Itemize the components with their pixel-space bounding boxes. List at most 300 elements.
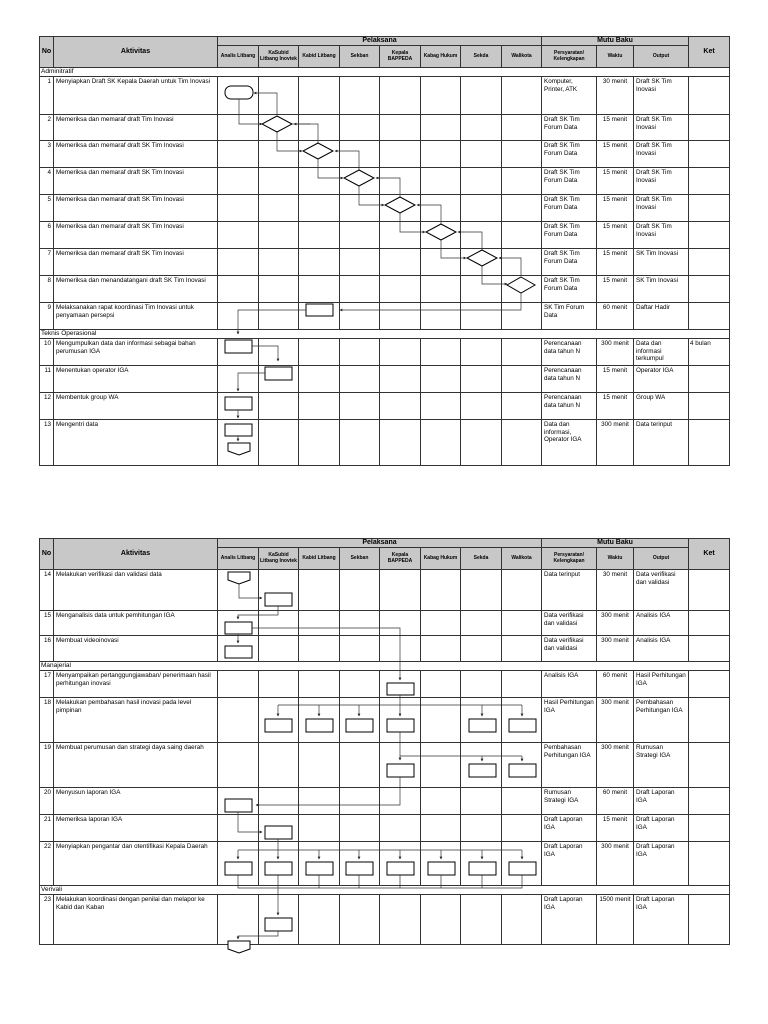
role-cell: [421, 168, 461, 195]
requirements-cell: Draft SK Tim Forum Data: [542, 115, 597, 141]
requirements-header: Persyaratan/ Kelengkapan: [542, 46, 597, 68]
table-row: [40, 419, 730, 465]
output-cell: SK Tim Inovasi: [634, 276, 689, 303]
role-cell: [299, 195, 340, 222]
role-cell: [502, 570, 542, 611]
requirements-cell: Draft SK Tim Forum Data: [542, 222, 597, 249]
activity-cell: Melakukan pembahasan hasil inovasi pada level pimpinan: [54, 698, 218, 743]
role-cell: [380, 303, 421, 330]
output-header: Output: [634, 548, 689, 570]
role-cell: [380, 168, 421, 195]
row-number: 12: [40, 392, 54, 419]
role-cell: [299, 115, 340, 141]
role-cell: [340, 195, 380, 222]
section-label: Teknis Operasional: [40, 330, 730, 339]
role-cell: [380, 222, 421, 249]
role-cell: [502, 392, 542, 419]
table-row: [40, 842, 730, 886]
role-cell: [299, 141, 340, 168]
requirements-cell: Komputer, Printer, ATK: [542, 77, 597, 115]
notes-cell: [689, 894, 730, 944]
time-cell: 15 menit: [597, 392, 634, 419]
output-cell: Rumusan Strategi IGA: [634, 743, 689, 788]
output-cell: Draft Laporan IGA: [634, 815, 689, 842]
role-cell: [421, 815, 461, 842]
role-cell: [461, 392, 502, 419]
activity-cell: Melakukan verifikasi dan validasi data: [54, 570, 218, 611]
role-cell: [421, 115, 461, 141]
role-cell: [421, 570, 461, 611]
role-cell: [259, 788, 299, 815]
row-number: 4: [40, 168, 54, 195]
role-cell: [461, 303, 502, 330]
section-row: [40, 662, 730, 671]
notes-cell: [689, 636, 730, 662]
output-cell: Draft SK Tim Inovasi: [634, 195, 689, 222]
time-cell: 60 menit: [597, 671, 634, 698]
notes-cell: [689, 671, 730, 698]
output-cell: Group WA: [634, 392, 689, 419]
role-cell: [259, 570, 299, 611]
row-number: 20: [40, 788, 54, 815]
role-cell: [421, 77, 461, 115]
row-number: 13: [40, 419, 54, 465]
row-number: 18: [40, 698, 54, 743]
role-cell: [218, 842, 259, 886]
role-cell: [259, 894, 299, 944]
activity-cell: Memeriksa dan menandatangani draft SK Tim Inovasi: [54, 276, 218, 303]
role-cell: [421, 276, 461, 303]
time-cell: 15 menit: [597, 168, 634, 195]
notes-cell: [689, 419, 730, 465]
role-cell: [461, 636, 502, 662]
header-no: No: [40, 37, 54, 68]
role-cell: [340, 636, 380, 662]
output-cell: Draft Laporan IGA: [634, 894, 689, 944]
role-cell: [218, 338, 259, 365]
requirements-cell: Draft SK Tim Forum Data: [542, 141, 597, 168]
requirements-cell: Data terinput: [542, 570, 597, 611]
activity-cell: Memeriksa dan memaraf draft Tim Inovasi: [54, 115, 218, 141]
table-row: [40, 636, 730, 662]
role-cell: [259, 115, 299, 141]
role-cell: [218, 788, 259, 815]
time-cell: 15 menit: [597, 141, 634, 168]
role-cell: [502, 77, 542, 115]
role-cell: [502, 611, 542, 636]
output-cell: Data dan informasi terkumpul: [634, 338, 689, 365]
role-cell: [218, 195, 259, 222]
requirements-cell: SK Tim Forum Data: [542, 303, 597, 330]
output-cell: Draft SK Tim Inovasi: [634, 168, 689, 195]
role-cell: [340, 815, 380, 842]
role-cell: [502, 743, 542, 788]
role-cell: [461, 698, 502, 743]
role-cell: [380, 77, 421, 115]
role-cell: [461, 141, 502, 168]
role-header: Kabag Hukum: [421, 46, 461, 68]
time-cell: 300 menit: [597, 636, 634, 662]
role-cell: [218, 303, 259, 330]
role-cell: [259, 419, 299, 465]
role-cell: [461, 195, 502, 222]
role-cell: [218, 276, 259, 303]
notes-cell: [689, 611, 730, 636]
header-executors: Pelaksana: [218, 539, 542, 548]
activity-cell: Melaksanakan rapat koordinasi Tim Inovasi untuk penyamaan persepsi: [54, 303, 218, 330]
role-cell: [299, 570, 340, 611]
role-cell: [502, 788, 542, 815]
role-cell: [461, 168, 502, 195]
role-cell: [421, 636, 461, 662]
time-cell: 15 menit: [597, 815, 634, 842]
activity-cell: Memeriksa laporan IGA: [54, 815, 218, 842]
section-row: [40, 68, 730, 77]
role-cell: [502, 338, 542, 365]
role-cell: [218, 570, 259, 611]
role-cell: [502, 115, 542, 141]
role-cell: [340, 338, 380, 365]
role-cell: [218, 392, 259, 419]
role-cell: [299, 743, 340, 788]
table-row: [40, 115, 730, 141]
time-cell: 300 menit: [597, 611, 634, 636]
role-cell: [340, 365, 380, 392]
activity-cell: Memeriksa dan memaraf draft SK Tim Inovasi: [54, 222, 218, 249]
output-cell: Operator IGA: [634, 365, 689, 392]
role-cell: [218, 365, 259, 392]
role-cell: [461, 115, 502, 141]
role-cell: [340, 249, 380, 276]
table-row: [40, 698, 730, 743]
table-row: [40, 788, 730, 815]
notes-cell: [689, 141, 730, 168]
role-cell: [218, 611, 259, 636]
role-cell: [502, 671, 542, 698]
requirements-cell: Draft Laporan IGA: [542, 815, 597, 842]
activity-cell: Mengumpulkan data dan informasi sebagai bahan perumusan IGA: [54, 338, 218, 365]
role-header: KaSubid Litbang Inovtek: [259, 548, 299, 570]
role-cell: [421, 743, 461, 788]
output-cell: Draft SK Tim Inovasi: [634, 141, 689, 168]
time-cell: 15 menit: [597, 276, 634, 303]
role-cell: [461, 743, 502, 788]
role-cell: [502, 842, 542, 886]
time-cell: 300 menit: [597, 842, 634, 886]
notes-cell: [689, 698, 730, 743]
role-header: Kepala BAPPEDA: [380, 548, 421, 570]
role-cell: [502, 222, 542, 249]
role-cell: [340, 671, 380, 698]
role-cell: [421, 222, 461, 249]
role-cell: [218, 115, 259, 141]
role-cell: [259, 249, 299, 276]
activity-cell: Menyiapkan Draft SK Kepala Daerah untuk Tim Inovasi: [54, 77, 218, 115]
role-cell: [340, 894, 380, 944]
requirements-cell: Perencanaan data tahun N: [542, 365, 597, 392]
role-cell: [421, 788, 461, 815]
time-cell: 300 menit: [597, 338, 634, 365]
time-cell: 15 menit: [597, 365, 634, 392]
header-quality: Mutu Baku: [542, 37, 689, 46]
notes-cell: [689, 195, 730, 222]
role-cell: [259, 141, 299, 168]
role-cell: [380, 743, 421, 788]
role-cell: [380, 365, 421, 392]
role-cell: [461, 222, 502, 249]
role-cell: [259, 611, 299, 636]
sop-table-1: [39, 36, 730, 466]
role-cell: [421, 842, 461, 886]
role-cell: [340, 222, 380, 249]
table-row: [40, 77, 730, 115]
output-cell: Data verifikasi dan validasi: [634, 570, 689, 611]
role-cell: [502, 276, 542, 303]
role-header: Analis Litbang: [218, 548, 259, 570]
role-cell: [340, 168, 380, 195]
role-header: Sekda: [461, 46, 502, 68]
activity-cell: Menganalisis data untuk pemhitungan IGA: [54, 611, 218, 636]
notes-cell: [689, 815, 730, 842]
role-cell: [299, 249, 340, 276]
role-cell: [421, 894, 461, 944]
role-cell: [502, 168, 542, 195]
role-header: Walikota: [502, 548, 542, 570]
role-cell: [340, 77, 380, 115]
output-cell: Draft Laporan IGA: [634, 788, 689, 815]
time-cell: 15 menit: [597, 222, 634, 249]
role-cell: [340, 698, 380, 743]
row-number: 9: [40, 303, 54, 330]
output-cell: Pembahasan Perhitungan IGA: [634, 698, 689, 743]
row-number: 11: [40, 365, 54, 392]
role-cell: [461, 419, 502, 465]
row-number: 3: [40, 141, 54, 168]
role-cell: [502, 249, 542, 276]
table-2-body: [40, 570, 730, 945]
notes-cell: [689, 788, 730, 815]
activity-cell: Membentuk group WA: [54, 392, 218, 419]
requirements-cell: Draft SK Tim Forum Data: [542, 195, 597, 222]
table-row: [40, 249, 730, 276]
time-cell: 30 menit: [597, 77, 634, 115]
table-row: [40, 276, 730, 303]
notes-cell: [689, 77, 730, 115]
role-cell: [380, 419, 421, 465]
output-cell: Analisis IGA: [634, 611, 689, 636]
notes-cell: [689, 392, 730, 419]
role-cell: [340, 419, 380, 465]
role-cell: [421, 419, 461, 465]
role-cell: [502, 303, 542, 330]
time-cell: 15 menit: [597, 249, 634, 276]
role-cell: [502, 698, 542, 743]
role-cell: [380, 249, 421, 276]
role-cell: [259, 276, 299, 303]
activity-cell: Memeriksa dan memaraf draft SK Tim Inovasi: [54, 168, 218, 195]
role-cell: [299, 77, 340, 115]
role-cell: [380, 141, 421, 168]
row-number: 19: [40, 743, 54, 788]
role-cell: [461, 249, 502, 276]
role-cell: [299, 392, 340, 419]
table-row: [40, 338, 730, 365]
role-cell: [380, 338, 421, 365]
table-row: [40, 743, 730, 788]
role-cell: [218, 743, 259, 788]
role-cell: [461, 894, 502, 944]
table-row: [40, 195, 730, 222]
role-cell: [218, 249, 259, 276]
role-cell: [502, 636, 542, 662]
role-cell: [218, 222, 259, 249]
notes-cell: [689, 365, 730, 392]
table-row: [40, 222, 730, 249]
role-cell: [299, 815, 340, 842]
role-cell: [421, 698, 461, 743]
row-number: 2: [40, 115, 54, 141]
role-cell: [299, 276, 340, 303]
activity-cell: Melakukan koordinasi dengan penilai dan melapor ke Kabid dan Kaban: [54, 894, 218, 944]
header-notes: Ket: [689, 37, 730, 68]
requirements-cell: Draft Laporan IGA: [542, 842, 597, 886]
header-activity: Aktivitas: [54, 37, 218, 68]
notes-cell: [689, 303, 730, 330]
section-label: Manajerial: [40, 662, 730, 671]
requirements-cell: Perencanaan data tahun N: [542, 392, 597, 419]
sop-table-2: [39, 538, 730, 945]
output-cell: Draft SK Tim Inovasi: [634, 115, 689, 141]
activity-cell: Membuat videoinovasi: [54, 636, 218, 662]
requirements-cell: Perencanaan data tahun N: [542, 338, 597, 365]
role-cell: [502, 894, 542, 944]
output-cell: Draft SK Tim Inovasi: [634, 222, 689, 249]
role-cell: [380, 894, 421, 944]
role-cell: [461, 815, 502, 842]
activity-cell: Menyampaikan pertanggungjawaban/ penerimaan hasil perhitungan inovasi: [54, 671, 218, 698]
section-row: [40, 330, 730, 339]
role-cell: [218, 894, 259, 944]
role-cell: [299, 222, 340, 249]
role-cell: [218, 698, 259, 743]
requirements-cell: Data verifikasi dan validasi: [542, 636, 597, 662]
role-cell: [461, 77, 502, 115]
role-cell: [502, 419, 542, 465]
role-cell: [299, 894, 340, 944]
role-cell: [259, 392, 299, 419]
role-cell: [218, 815, 259, 842]
role-cell: [340, 611, 380, 636]
role-header: Sekban: [340, 548, 380, 570]
activity-cell: Mengentri data: [54, 419, 218, 465]
role-cell: [421, 671, 461, 698]
role-cell: [421, 141, 461, 168]
role-cell: [218, 419, 259, 465]
time-cell: 15 menit: [597, 115, 634, 141]
role-cell: [380, 392, 421, 419]
row-number: 14: [40, 570, 54, 611]
role-cell: [259, 698, 299, 743]
role-cell: [421, 392, 461, 419]
header-quality: Mutu Baku: [542, 539, 689, 548]
row-number: 22: [40, 842, 54, 886]
role-cell: [461, 338, 502, 365]
role-header: Analis Litbang: [218, 46, 259, 68]
row-number: 10: [40, 338, 54, 365]
output-cell: Hasil Perhitungan IGA: [634, 671, 689, 698]
role-cell: [259, 338, 299, 365]
row-number: 8: [40, 276, 54, 303]
role-header: Sekda: [461, 548, 502, 570]
requirements-cell: Draft SK Tim Forum Data: [542, 249, 597, 276]
row-number: 16: [40, 636, 54, 662]
role-cell: [461, 276, 502, 303]
activity-cell: Menyiapkan pengantar dan otentifikasi Kepala Daerah: [54, 842, 218, 886]
notes-cell: [689, 222, 730, 249]
row-number: 21: [40, 815, 54, 842]
time-header: Waktu: [597, 548, 634, 570]
role-cell: [461, 788, 502, 815]
role-cell: [259, 671, 299, 698]
time-cell: 300 menit: [597, 743, 634, 788]
activity-cell: Memeriksa dan memaraf draft SK Tim Inovasi: [54, 195, 218, 222]
role-cell: [421, 303, 461, 330]
role-cell: [218, 671, 259, 698]
notes-cell: [689, 115, 730, 141]
role-cell: [218, 636, 259, 662]
notes-cell: [689, 570, 730, 611]
section-label: Verivali: [40, 886, 730, 895]
role-cell: [299, 636, 340, 662]
table-row: [40, 570, 730, 611]
activity-cell: Membuat perumusan dan strategi daya saing daerah: [54, 743, 218, 788]
activity-cell: Menentukan operator IGA: [54, 365, 218, 392]
role-cell: [380, 115, 421, 141]
role-cell: [299, 698, 340, 743]
role-cell: [421, 195, 461, 222]
time-cell: 30 menit: [597, 570, 634, 611]
role-cell: [340, 743, 380, 788]
role-cell: [461, 570, 502, 611]
role-cell: [502, 365, 542, 392]
table-1-body: [40, 68, 730, 466]
role-cell: [299, 168, 340, 195]
role-cell: [340, 115, 380, 141]
time-cell: 15 menit: [597, 195, 634, 222]
table-row: [40, 168, 730, 195]
role-cell: [259, 77, 299, 115]
output-cell: Draft SK Tim Inovasi: [634, 77, 689, 115]
role-header: Kepala BAPPEDA: [380, 46, 421, 68]
requirements-cell: Draft Laporan IGA: [542, 894, 597, 944]
activity-cell: Memeriksa dan memaraf draft SK Tim Inovasi: [54, 249, 218, 276]
notes-cell: [689, 249, 730, 276]
row-number: 23: [40, 894, 54, 944]
role-cell: [340, 842, 380, 886]
role-cell: [421, 611, 461, 636]
role-cell: [380, 195, 421, 222]
row-number: 17: [40, 671, 54, 698]
role-cell: [421, 365, 461, 392]
table-row: [40, 365, 730, 392]
requirements-cell: Analisis IGA: [542, 671, 597, 698]
time-header: Waktu: [597, 46, 634, 68]
role-header: Kabag Hukum: [421, 548, 461, 570]
row-number: 7: [40, 249, 54, 276]
output-cell: Daftar Hadir: [634, 303, 689, 330]
role-header: Walikota: [502, 46, 542, 68]
role-cell: [421, 338, 461, 365]
